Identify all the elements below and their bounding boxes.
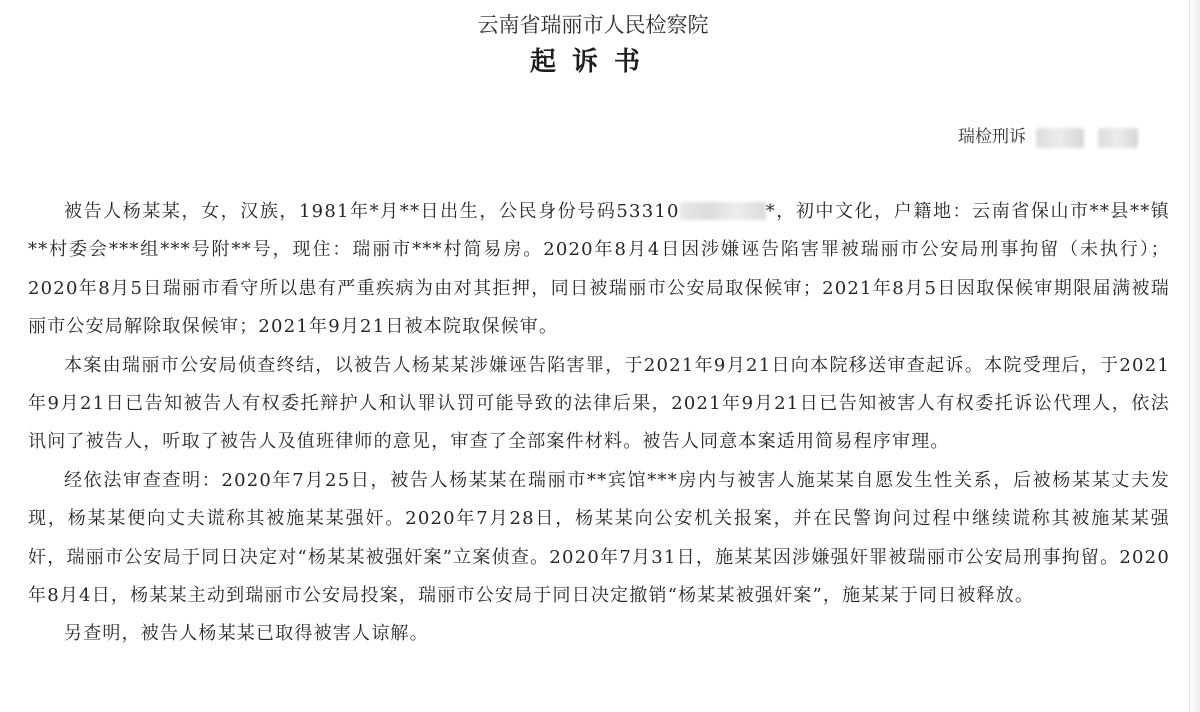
redacted-case-number-part-2: [1098, 128, 1138, 148]
agency-name: 云南省瑞丽市人民检察院: [477, 13, 709, 37]
paragraph-case-procedure: 本案由瑞丽市公安局侦查终结，以被告人杨某某涉嫌诬告陷害罪，于2021年9月21日向本院移送审查起诉。本院受理后，于2021年9月21日已告知被告人有权委托辩护人和认罪认罚可能导致的法律后果，2021年9月21日已告知被害人有权委托诉讼代理人，依法讯问了被告人，听取了被告人及值班律师的意见，审查了全部案件材料。被告人同意本案适用简易程序审理。: [28, 354, 1170, 453]
paragraph-facts: 经依法审查查明：2020年7月25日，被告人杨某某在瑞丽市**宾馆***房内与被害人施某某自愿发生性关系，后被杨某某丈夫发现，杨某某便向丈夫谎称其被施某某强奸。2020年7月28日，杨某某向公安机关报案，并在民警询问过程中继续谎称其被施某某强奸，瑞丽市公安局于同日决定对“杨某某被强奸案”立案侦查。2020年7月31日，施某某因涉嫌强奸罪被瑞丽市公安局刑事拘留。2020年8月4日，杨某某主动到瑞丽市公安局投案，瑞丽市公安局于同日决定撤销“杨某某被强奸案”，施某某于同日被释放。: [28, 469, 1170, 607]
case-number-prefix: 瑞检刑诉: [958, 127, 1026, 147]
paragraph-defendant-info: [28, 193, 1170, 347]
defendant-info-text-start: 被告人杨某某，女，汉族，1981年*月**日出生，公民身份号码53310: [64, 201, 680, 222]
document-title: 起诉书: [529, 47, 656, 77]
defendant-info-text-end: *，初中文化，户籍地：云南省保山市**县**镇**村委会***组***号附**号，现住：瑞丽市***村简易房。2020年8月4日因涉嫌诬告陷害罪被瑞丽市公安局刑事拘留（未执行）；2020年8月5日瑞丽市看守所以患有严重疾病为由对其拒押，同日被瑞丽市公安局取保候审；2021年8月5日因取保候审期限届满被瑞丽市公安局解除取保候审；2021年9月21日被本院取保候审。: [28, 201, 1170, 338]
scrollbar-edge[interactable]: [1189, 0, 1200, 712]
redacted-id-number: [680, 202, 766, 220]
document-body: [28, 193, 1170, 654]
redacted-case-number-part-1: [1036, 128, 1084, 148]
case-number: [958, 124, 1138, 150]
paragraph-further-findings: 另查明，被告人杨某某已取得被害人谅解。: [64, 623, 429, 645]
